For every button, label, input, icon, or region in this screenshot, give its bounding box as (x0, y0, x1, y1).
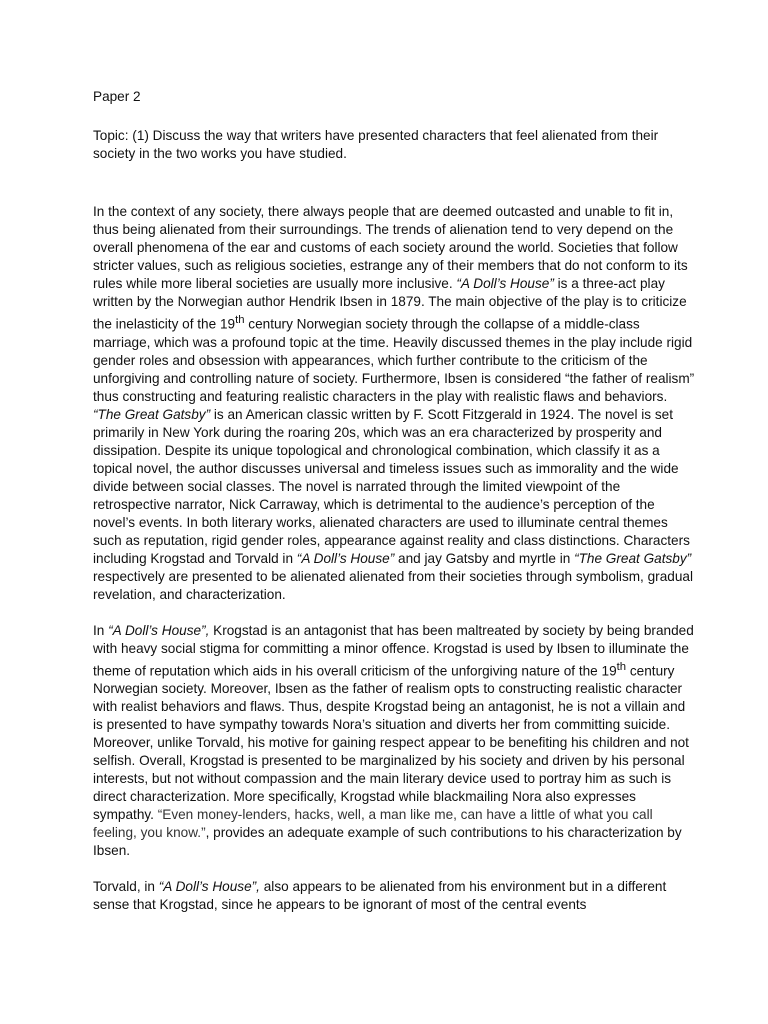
play-title-ref-4: “A Doll’s House”, (158, 879, 260, 895)
torvald-text-2: also appears to be alienated from his environment but in a different sense that Krogstad, since he appears to be ignorant of most of the central events (93, 879, 667, 913)
paragraph-torvald (93, 878, 698, 914)
intro-text-6: respectively are presented to be alienated alienated from their societies through symbolism, gradual revelation, and characterization. (93, 568, 693, 602)
superscript-th: th (235, 314, 245, 326)
krogstad-text-3: century Norwegian society. Moreover, Ibsen as the father of realism opts to constructing realistic character with realist behaviors and flaws. Thus, despite Krogstad being an antagonist, he is not a villain and is presented to have sympathy towards Nora’s situation and diverts her from committing suicide. Moreover, unlike Torvald, his motive for gaining respect appear to be benefiting his children and not selfish. Overall, Krogstad is presented to be marginalized by his society and driven by his personal interests, but not without compassion and the main literary device used to portray him as such is direct characterization. More specifically, Krogstad while blackmailing Nora also expresses sympathy. (93, 663, 689, 823)
topic-statement: Topic: (1) Discuss the way that writers have presented characters that feel alienated from their society in the two works you have studied. (93, 128, 659, 161)
document-title: Paper 2 (93, 89, 141, 104)
play-title-ref-2: “A Doll’s House” (296, 550, 395, 566)
novel-title-ref: “The Great Gatsby” (93, 406, 211, 422)
intro-text-3: century Norwegian society through the collapse of a middle-class marriage, which was a profound topic at the time. Heavily discussed themes in the play include rigid gender roles and obsession with appearances, which further contribute to the criticism of the unforgiving and controlling nature of society. Furthermore, Ibsen is considered “the father of realism” thus constructing and featuring realistic characters in the play with realistic flaws and behaviors. (93, 316, 695, 404)
krogstad-text-4: , provides an adequate example of such contributions to his characterization by Ibsen. (93, 825, 682, 859)
paragraph-intro (93, 203, 698, 604)
play-title-ref: “A Doll’s House” (456, 276, 554, 291)
krogstad-text-2: Krogstad is an antagonist that has been maltreated by society by being branded with heavy social stigma for committing a minor offence. Krogstad is used by Ibsen to illuminate the theme of reputation which aids in his overall criticism of the unforgiving nature of the 19 (93, 622, 694, 679)
paragraph-krogstad (93, 622, 698, 861)
novel-title-ref-2: “The Great Gatsby” (574, 550, 692, 566)
krogstad-quote: “Even money-lenders, hacks, well, a man like me, can have a little of what you call feeling, you know.” (93, 807, 653, 841)
intro-text-4: is an American classic written by F. Scott Fitzgerald in 1924. The novel is set primarily in New York during the roaring 20s, which was an era characterized by prosperity and dissipation. Despite its unique topological and chronological combination, which classify it as a topical novel, the author discusses universal and timeless issues such as immorality and the wide divide between social classes. The novel is narrated through the limited viewpoint of the retrospective narrator, Nick Carraway, which is detrimental to the audience’s perception of the novel’s events. In both literary works, alienated characters are used to illuminate central themes such as reputation, rigid gender roles, appearance against reality and class distinctions. Characters including Krogstad and Torvald in (93, 406, 690, 566)
krogstad-text-1: In (93, 622, 109, 638)
torvald-text-1: Torvald, in (93, 879, 159, 895)
intro-text-1: In the context of any society, there always people that are deemed outcasted and unable to fit in, thus being alienated from their surroundings. The trends of alienation tend to very depend on the overall phenomena of the ear and customs of each society around the world. Societies that follow stricter values, such as religious societies, estrange any of their members that do not conform to its rules while more liberal societies are usually more inclusive. (93, 204, 688, 291)
intro-text-5: and jay Gatsby and myrtle in (394, 550, 575, 566)
superscript-th-2: th (616, 660, 627, 673)
play-title-ref-3: “A Doll’s House”, (108, 622, 210, 638)
intro-text-2: is a three-act play written by the Norwegian author Hendrik Ibsen in 1879. The main objective of the play is to criticize the inelasticity of the 19 (93, 276, 687, 332)
